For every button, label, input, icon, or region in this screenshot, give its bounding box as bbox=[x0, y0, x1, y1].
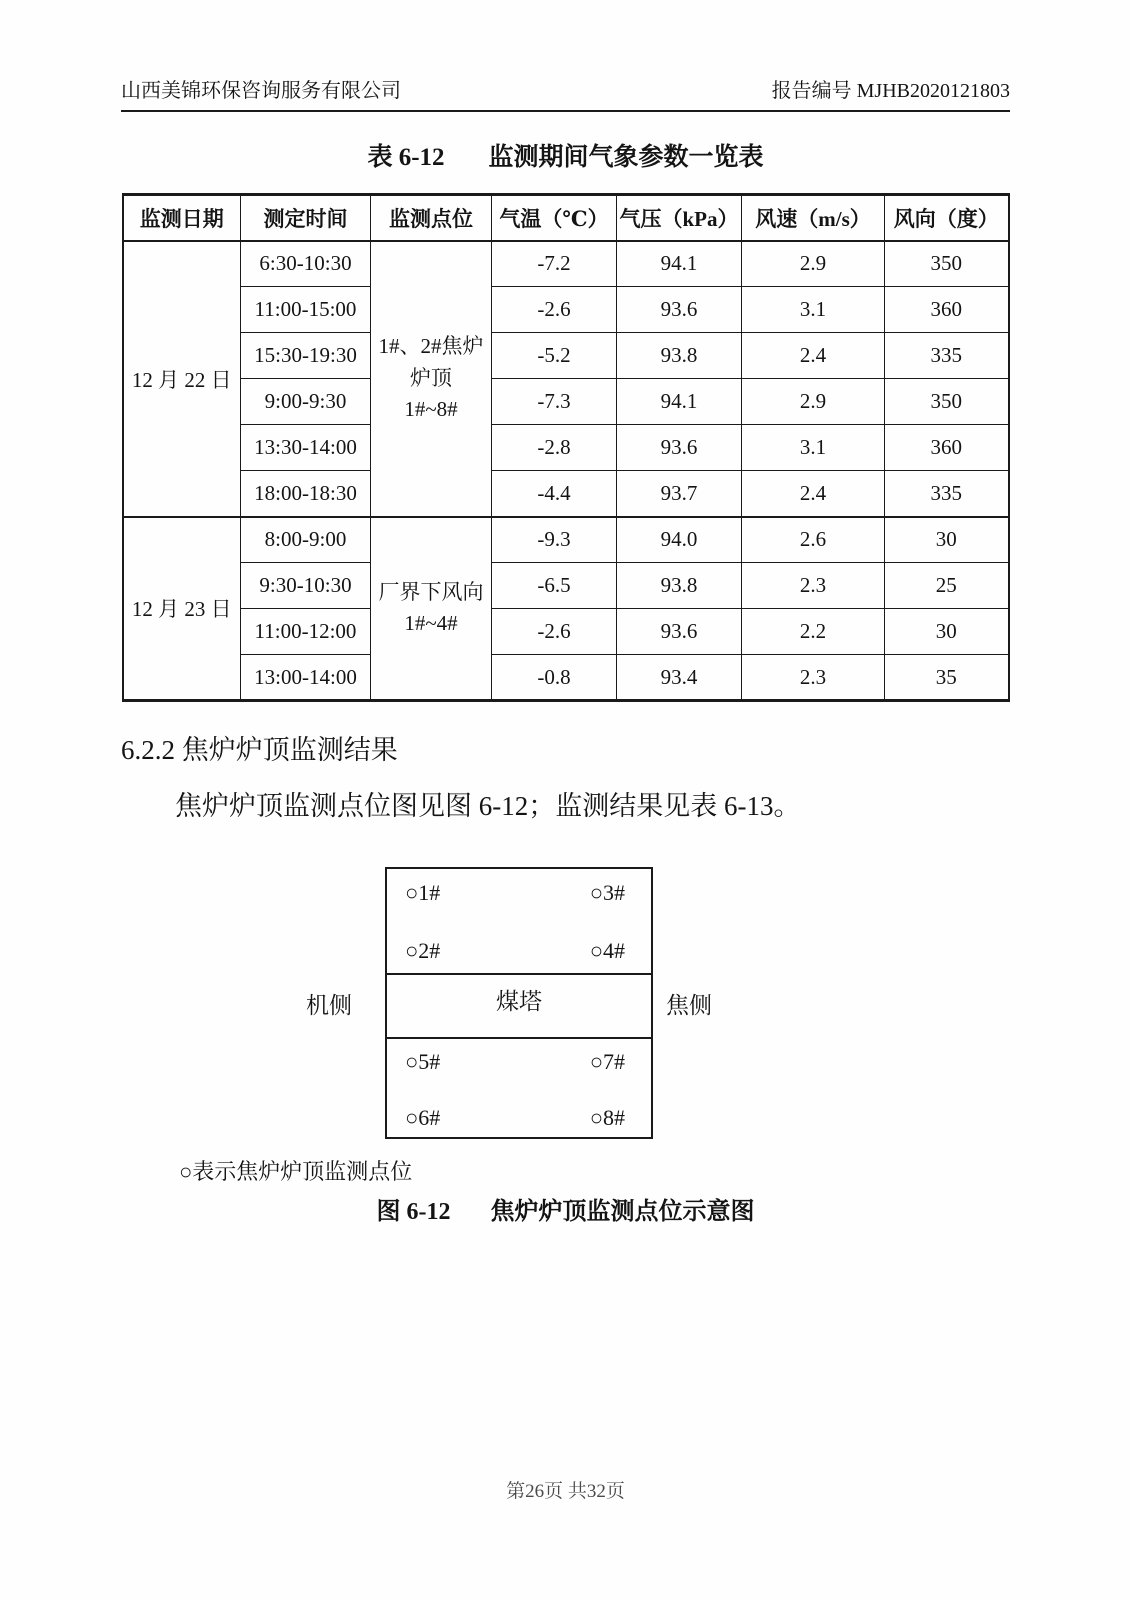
wind-direction-cell: 30 bbox=[885, 609, 1009, 655]
pressure-cell: 93.6 bbox=[617, 425, 742, 471]
header-cell-pressure: 气压（kPa） bbox=[617, 195, 742, 241]
wind-direction-cell: 360 bbox=[885, 425, 1009, 471]
figure-top-section bbox=[387, 869, 651, 975]
measure-time-cell: 11:00-15:00 bbox=[241, 287, 371, 333]
wind-speed-cell: 2.6 bbox=[742, 517, 885, 563]
wind-direction-cell: 25 bbox=[885, 563, 1009, 609]
measure-time-cell: 13:00-14:00 bbox=[241, 655, 371, 701]
wind-speed-cell: 2.3 bbox=[742, 563, 885, 609]
wind-direction-cell: 335 bbox=[885, 471, 1009, 517]
wind-direction-cell: 30 bbox=[885, 517, 1009, 563]
wind-speed-cell: 2.9 bbox=[742, 379, 885, 425]
table-row bbox=[123, 655, 1009, 701]
monitor-point: ○5# bbox=[405, 1049, 441, 1074]
temperature-cell: -2.8 bbox=[492, 425, 617, 471]
temperature-cell: -4.4 bbox=[492, 471, 617, 517]
measure-time-cell: 6:30-10:30 bbox=[241, 241, 371, 287]
section-heading: 6.2.2 焦炉炉顶监测结果 bbox=[121, 735, 398, 765]
monitor-date-cell: 12 月 22 日 bbox=[123, 241, 241, 517]
monitor-point: ○4# bbox=[589, 938, 625, 963]
header-cell-temperature: 气温（℃） bbox=[492, 195, 617, 241]
measure-time-cell: 11:00-12:00 bbox=[241, 609, 371, 655]
temperature-cell: -9.3 bbox=[492, 517, 617, 563]
wind-speed-cell: 2.9 bbox=[742, 241, 885, 287]
monitor-point: ○6# bbox=[405, 1105, 441, 1130]
measure-time-cell: 9:30-10:30 bbox=[241, 563, 371, 609]
wind-direction-cell: 35 bbox=[885, 655, 1009, 701]
monitor-location-cell: 1#、2#焦炉 炉顶 1#~8# bbox=[371, 241, 492, 517]
wind-speed-cell: 2.2 bbox=[742, 609, 885, 655]
header-cell-date: 监测日期 bbox=[123, 195, 241, 241]
monitor-location-cell: 厂界下风向 1#~4# bbox=[371, 517, 492, 701]
monitor-point: ○7# bbox=[589, 1049, 625, 1074]
table-row bbox=[123, 287, 1009, 333]
measure-time-cell: 9:00-9:30 bbox=[241, 379, 371, 425]
wind-direction-cell: 335 bbox=[885, 333, 1009, 379]
monitor-point: ○1# bbox=[405, 880, 441, 905]
table-row bbox=[123, 609, 1009, 655]
machine-side-label: 机侧 bbox=[306, 992, 352, 1018]
weather-parameters-table bbox=[122, 193, 1010, 702]
figure-bottom-section bbox=[387, 1039, 651, 1137]
report-number: 报告编号 MJHB2020121803 bbox=[771, 80, 1010, 102]
pressure-cell: 93.4 bbox=[617, 655, 742, 701]
table-label: 表 6-12 bbox=[367, 144, 445, 171]
monitor-point-row bbox=[387, 940, 651, 962]
header-cell-time: 测定时间 bbox=[241, 195, 371, 241]
temperature-cell: -2.6 bbox=[492, 609, 617, 655]
temperature-cell: -7.2 bbox=[492, 241, 617, 287]
header-cell-location: 监测点位 bbox=[371, 195, 492, 241]
section-paragraph: 焦炉炉顶监测点位图见图 6-12；监测结果见表 6-13。 bbox=[175, 791, 801, 821]
figure-caption bbox=[0, 1191, 1131, 1226]
monitor-point-row bbox=[387, 882, 651, 904]
pressure-cell: 93.6 bbox=[617, 287, 742, 333]
table-row bbox=[123, 379, 1009, 425]
wind-speed-cell: 3.1 bbox=[742, 287, 885, 333]
wind-speed-cell: 2.4 bbox=[742, 471, 885, 517]
pressure-cell: 93.8 bbox=[617, 333, 742, 379]
table-row bbox=[123, 333, 1009, 379]
figure-caption-text: 焦炉炉顶监测点位示意图 bbox=[490, 1199, 755, 1225]
table-row bbox=[123, 471, 1009, 517]
table-title bbox=[0, 137, 1131, 173]
measure-time-cell: 8:00-9:00 bbox=[241, 517, 371, 563]
wind-speed-cell: 3.1 bbox=[742, 425, 885, 471]
wind-direction-cell: 350 bbox=[885, 379, 1009, 425]
header-cell-wind-speed: 风速（m/s） bbox=[742, 195, 885, 241]
figure-legend: ○表示焦炉炉顶监测点位 bbox=[179, 1159, 413, 1184]
running-header bbox=[121, 0, 1010, 112]
temperature-cell: -7.3 bbox=[492, 379, 617, 425]
figure-caption-label: 图 6-12 bbox=[376, 1199, 451, 1225]
pressure-cell: 93.6 bbox=[617, 609, 742, 655]
wind-direction-cell: 360 bbox=[885, 287, 1009, 333]
monitor-point-row bbox=[387, 1051, 651, 1073]
monitor-point: ○2# bbox=[405, 938, 441, 963]
measure-time-cell: 15:30-19:30 bbox=[241, 333, 371, 379]
coke-oven-diagram bbox=[0, 867, 1131, 1139]
table-header-row bbox=[123, 195, 1009, 241]
table-title-text: 监测期间气象参数一览表 bbox=[488, 144, 764, 171]
temperature-cell: -6.5 bbox=[492, 563, 617, 609]
pressure-cell: 93.8 bbox=[617, 563, 742, 609]
table-row bbox=[123, 563, 1009, 609]
measure-time-cell: 13:30-14:00 bbox=[241, 425, 371, 471]
monitor-point-row bbox=[387, 1107, 651, 1129]
monitor-point: ○8# bbox=[589, 1105, 625, 1130]
pressure-cell: 93.7 bbox=[617, 471, 742, 517]
coal-tower-label: 煤塔 bbox=[496, 989, 542, 1014]
measure-time-cell: 18:00-18:30 bbox=[241, 471, 371, 517]
wind-direction-cell: 350 bbox=[885, 241, 1009, 287]
table-row bbox=[123, 425, 1009, 471]
table-row bbox=[123, 241, 1009, 287]
pressure-cell: 94.1 bbox=[617, 241, 742, 287]
temperature-cell: -2.6 bbox=[492, 287, 617, 333]
pressure-cell: 94.0 bbox=[617, 517, 742, 563]
monitor-date-cell: 12 月 23 日 bbox=[123, 517, 241, 701]
wind-speed-cell: 2.3 bbox=[742, 655, 885, 701]
header-cell-wind-direction: 风向（度） bbox=[885, 195, 1009, 241]
temperature-cell: -5.2 bbox=[492, 333, 617, 379]
table-row bbox=[123, 517, 1009, 563]
monitor-point: ○3# bbox=[589, 880, 625, 905]
diagram-box bbox=[385, 867, 653, 1139]
coke-side-label: 焦侧 bbox=[666, 992, 712, 1018]
coal-tower-section bbox=[387, 975, 651, 1039]
wind-speed-cell: 2.4 bbox=[742, 333, 885, 379]
page-footer: 第26页 共32页 bbox=[506, 1481, 625, 1502]
pressure-cell: 94.1 bbox=[617, 379, 742, 425]
weather-table-body bbox=[123, 241, 1009, 701]
company-name: 山西美锦环保咨询服务有限公司 bbox=[121, 80, 401, 102]
temperature-cell: -0.8 bbox=[492, 655, 617, 701]
